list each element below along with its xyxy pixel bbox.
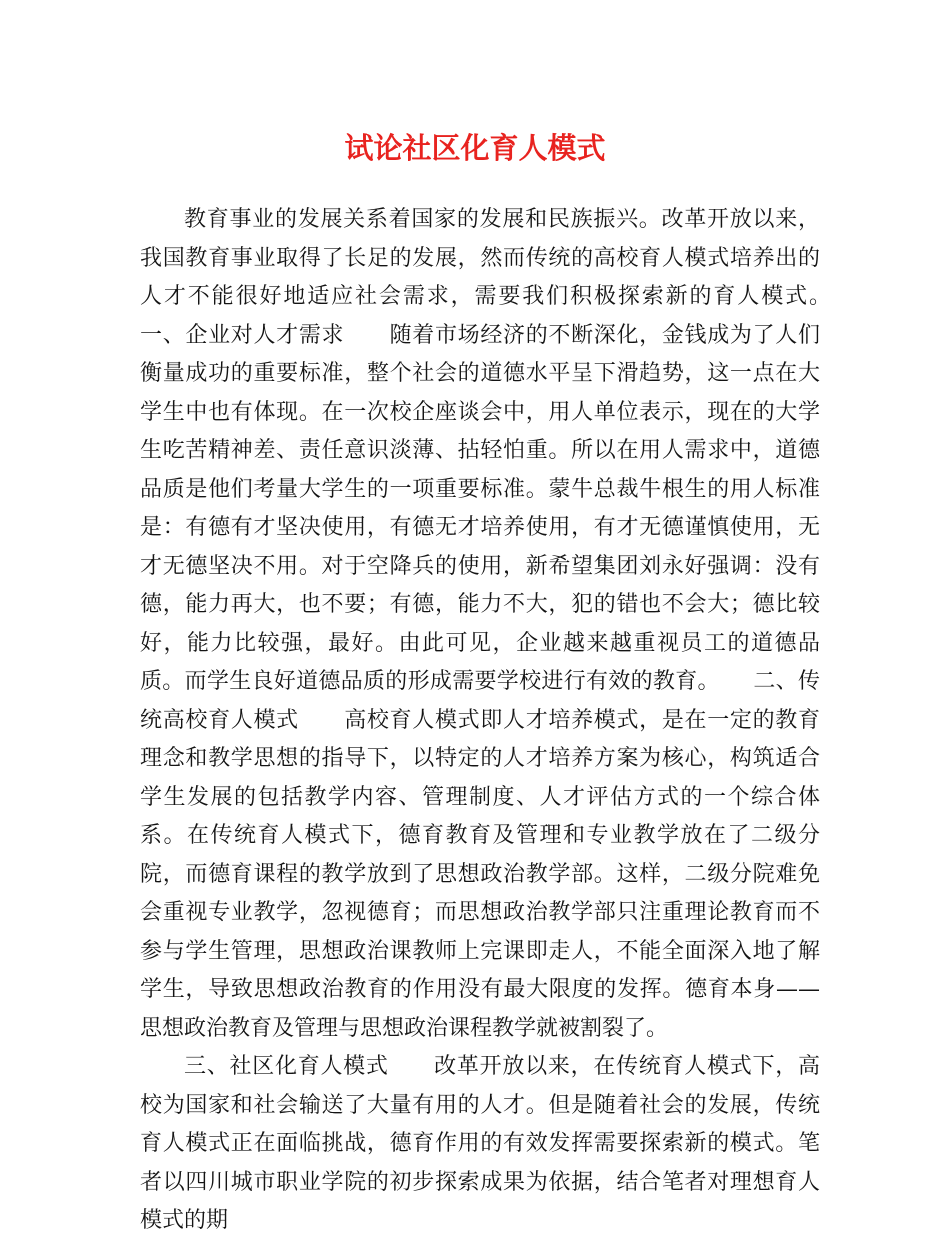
document-title: 试论社区化育人模式 (344, 131, 606, 165)
document-body (140, 201, 865, 1241)
paragraph-1: 教育事业的发展关系着国家的发展和民族振兴。改革开放以来，我国教育事业取得了长足的发展，然而传统的高校育人模式培养出的人才不能很好地适应社会需求，需要我们积极探索新的育人模式。 一、企业对人才需求 随着市场经济的不断深化，金钱成为了人们衡量成功的重要标准，整个社会的道德水平呈下滑趋势，这一点在大学生中也有体现。在一次校企座谈会中，用人单位表示，现在的大学生吃苦精神差、责任意识淡薄、拈轻怕重。所以在用人需求中，道德品质是他们考量大学生的一项重要标准。蒙牛总裁牛根生的用人标准是：有德有才坚决使用，有德无才培养使用，有才无德谨慎使用，无才无德坚决不用。对于空降兵的使用，新希望集团刘永好强调：没有德，能力再大，也不要；有德，能力不大，犯的错也不会大；德比较好，能力比较强，最好。由此可见，企业越来越重视员工的道德品质。而学生良好道德品质的形成需要学校进行有效的教育。 二、传统高校育人模式 高校育人模式即人才培养模式，是在一定的教育理念和教学思想的指导下，以特定的人才培养方案为核心，构筑适合学生发展的包括教学内容、管理制度、人才评估方式的一个综合体系。在传统育人模式下，德育教育及管理和专业教学放在了二级分院，而德育课程的教学放到了思想政治教学部。这样，二级分院难免会重视专业教学，忽视德育；而思想政治教学部只注重理论教育而不参与学生管理，思想政治课教师上完课即走人，不能全面深入地了解学生，导致思想政治教育的作用没有最大限度的发挥。德育本身——思想政治教育及管理与思想政治课程教学就被割裂了。 (140, 207, 865, 1041)
paragraph-2: 三、社区化育人模式 改革开放以来，在传统育人模式下，高校为国家和社会输送了大量有用的人才。但是随着社会的发展，传统育人模式正在面临挑战，德育作用的有效发挥需要探索新的模式。笔者以四川城市职业学院的初步探索成果为依据，结合笔者对理想育人模式的期 (140, 1054, 820, 1233)
